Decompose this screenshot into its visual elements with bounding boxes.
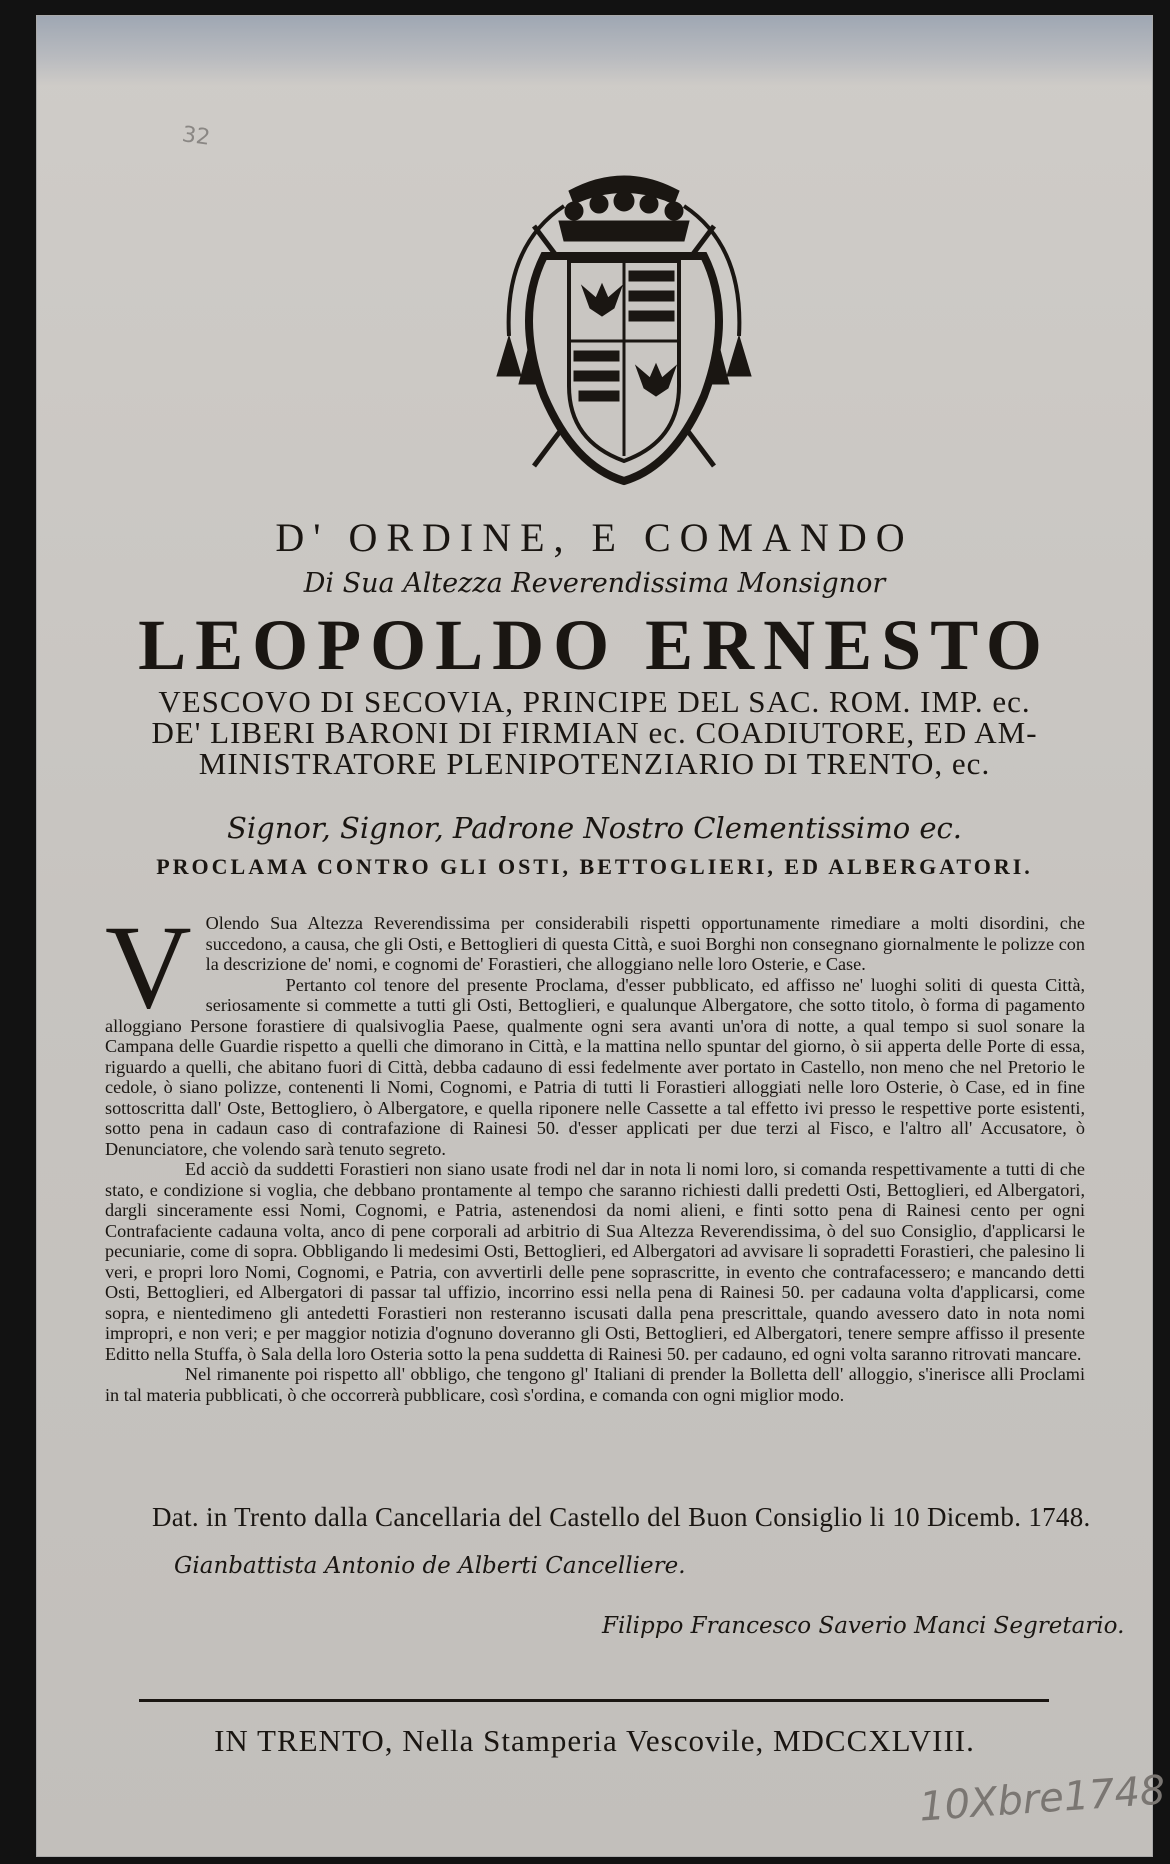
printer-imprint: IN TRENTO, Nella Stamperia Vescovile, MDCCXLVIII. [214, 1723, 975, 1758]
proclama-heading: PROCLAMA CONTRO GLI OSTI, BETTOGLIERI, ED ALBERGATORI. [156, 854, 1033, 879]
title-line: DE' LIBERI BARONI DI FIRMIAN ec. COADIUTORE, ED AM- [151, 715, 1038, 750]
divider-rule [139, 1699, 1049, 1702]
subtitle: Di Sua Altezza Reverendissima Monsignor [303, 568, 886, 599]
handwritten-date: 10Xbre1748 [917, 1767, 1167, 1831]
proclamation-body [105, 900, 1085, 1405]
secretary-signature: Filippo Francesco Saverio Manci Segretario. [602, 1613, 1125, 1639]
proclamation-sheet [37, 16, 1167, 1856]
pencil-page-number: 32 [180, 122, 212, 151]
dated-line: Dat. in Trento dalla Cancellaria del Castello del Buon Consiglio li 10 Dicemb. 1748. [152, 1502, 1091, 1532]
dropcap: V [105, 900, 192, 1033]
body-paragraph: Ed acciò da suddetti Forastieri non siano usate frodi nel dar in nota li nomi loro, si comanda respettivamente a tutti di che stato, e condizione si voglia, che debbano prontamente al tempo che saranno richiesti dalli predetti Osti, Bettoglieri, ed Albergatori, dargli sinceramente essi Nomi, Cognomi, e Patria, astenendosi da nomi alieni, e finti sotto pena di Rainesi cento per ogni Contrafaciente cadauna volta, anco di pene corporali ad arbitrio di Sua Altezza Reverendissima, ò del suo Consiglio, d'applicarsi le pecuniarie, come di sopra. Obbligando li medesimi Osti, Bettoglieri, ed Albergatori ad avvisare li sopradetti Forastieri, che palesino li veri, e propri loro Nomi, Cognomi, e Patria, con avvertirli delle pene soprascritte, in evento che contrafacessero; e mancando detti Osti, Bettoglieri, ed Albergatori di passar tal uffizio, incorrino essi nella pena di Rainesi 50. per cadauna volta d'applicarsi, come sopra, e nientedimeno gli antedetti Forastieri non resteranno iscusati dalla pena prescrittale, quando avessero dato in nota nomi impropri, e non veri; e per maggior notizia d'ognuno doveranno gli Osti, Bettoglieri, ed Albergatori, tenere sempre affisso il presente Editto nella Stuffa, ò Sala della loro Osteria sotto la pena suddetta di Rainesi 50. per cadauno, ed ogni volta saranno ritrovati mancare. [105, 1159, 1085, 1364]
coat-of-arms-icon [474, 166, 774, 496]
order-heading: D' ORDINE, E COMANDO [275, 515, 914, 560]
body-paragraph: Pertanto col tenore del presente Proclama, d'esser pubblicato, ed affisso ne' luoghi soliti di questa Città, seriosamente si commette a tutti gli Osti, Bettoglieri, e qualunque Albergatore, che sotto titolo, ò forma di pagamento alloggiano Persone forastiere di qualsivoglia Paese, qualmente ogni sera avanti un'ora di notte, a qual tempo si suol sonare la Campana delle Guardie rispetto a quelli che dimorano in Città, e la mattina nello spuntar del giorno, ò sii apperta delle Porte di essa, riguardo a quelli, che abitano fuori di Città, debba cadauno di essi fedelmente aver portato in Castello, non meno che nel Pretorio le cedole, ò siano polizze, contenenti li Nomi, Cognomi, e Patria di tutti li Forastieri alloggiati nelle loro Osterie, ò Case, ed in fine sottoscritta dall' Oste, Bettogliero, ò Albergatore, e quella riponere nelle Cassette a tal effetto ivi presso le respettive porte esistenti, sotto pena in cadaun caso di contrafazione di Rainesi 50. d'esser applicati per due terzi al Fisco, e l'altro all' Accusatore, ò Denunciatore, che volendo sarà tenuto segreto. [105, 974, 1085, 1159]
chancellor-signature: Gianbattista Antonio de Alberti Cancelliere. [174, 1553, 686, 1579]
paper-mount-edge [37, 16, 1152, 86]
title-line: VESCOVO DI SECOVIA, PRINCIPE DEL SAC. ROM. IMP. ec. [158, 684, 1031, 719]
title-line: MINISTRATORE PLENIPOTENZIARIO DI TRENTO, ec. [198, 746, 991, 781]
bishop-titles [37, 686, 1152, 779]
bishop-name: LEOPOLDO ERNESTO [138, 605, 1051, 685]
body-paragraph: Olendo Sua Altezza Reverendissima per considerabili rispetti opportunamente rimediare a molti disordini, che succedono, a causa, che gli Osti, e Bettoglieri di questa Città, e suoi Borghi non consegnano giornalmente le polizze con la descrizione de' nomi, e cognomi de' Forastieri, che alloggiano nelle loro Osterie, e Case. [205, 913, 1085, 974]
body-paragraph: Nel rimanente poi rispetto all' obbligo, che tengono gl' Italiani di prender la Bolletta dell' alloggio, s'inerisce alli Proclami in tal materia pubblicati, ò che occorrerà pubblicare, così s'ordina, e comanda con ogni miglior modo. [105, 1364, 1085, 1405]
salutation: Signor, Signor, Padrone Nostro Clementissimo ec. [227, 811, 962, 845]
